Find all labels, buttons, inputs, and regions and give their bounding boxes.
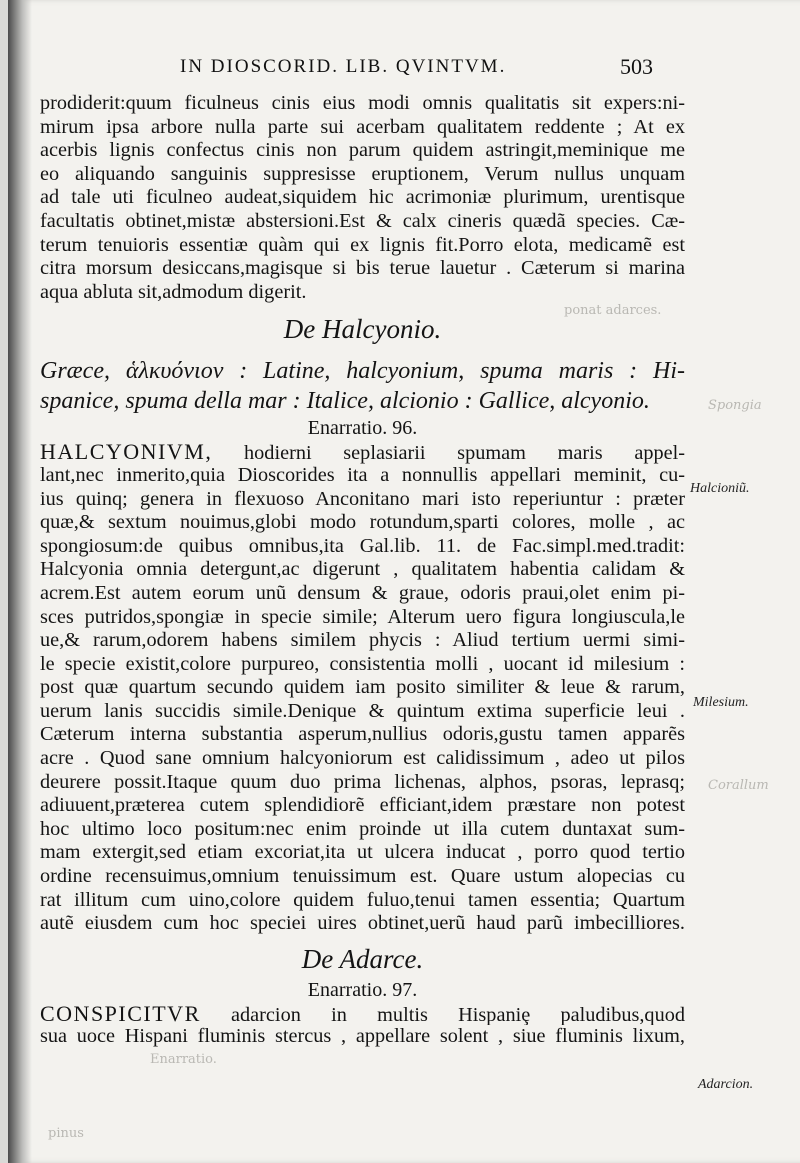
text-line: aqua abluta sit,admodum digerit. — [40, 280, 307, 303]
adarce-paragraph — [40, 1002, 685, 1049]
margin-note-halcyonium: Halcioniũ. — [690, 481, 750, 496]
text-line — [40, 1002, 685, 1026]
text-line: acrem.Est autem eorum unũ densum & graue, odoris praui,olet enim pi- — [40, 581, 685, 604]
names-line: Græce, ἁλκυόνιον : Latine, halcyonium, spuma maris : Hi- — [40, 358, 685, 385]
bleed-through-text: Enarratio. — [150, 1052, 217, 1067]
text-line: acerbis lignis confectus cinis non parum quidem astringit,meminique me — [40, 139, 685, 162]
text-line: quæ,& sextum nouimus,globi modo rotundum,sparti colores, molle , ac — [40, 511, 685, 534]
running-header — [0, 50, 800, 80]
margin-note-milesium: Milesium. — [693, 695, 749, 710]
text-line: deurere possit.Itaque quum duo prima lichenas, alphos, psoras, leprasq; — [40, 770, 685, 793]
bleed-through-text: Spongia — [708, 398, 762, 413]
text-line: ordine recensuimus,omnium tenuissimum est. Quare ustum alopecias cu — [40, 865, 685, 888]
text-line: rat illitum cum uino,colore quidem fuluo,tenui tamen essentia; Quartum — [40, 888, 685, 911]
text-line: autẽ eiusdem cum hoc speciei uires obtinet,uerũ haud parũ imbecilliores. — [40, 912, 685, 935]
bleed-through-text: pinus — [48, 1126, 84, 1141]
section-heading-adarce: De Adarce. — [301, 943, 424, 974]
text-line: acre . Quod sane omnium halcyoniorum est calidissimum , adeo ut pilos — [40, 747, 685, 770]
text-line: le specie existit,colore purpureo, consistentia molli , uocant id milesium : — [40, 652, 685, 675]
text-line: sua uoce Hispani fluminis stercus , appellare solent , siue fluminis lixum, — [40, 1025, 685, 1048]
text-line: mirum ipsa arbore nulla parte sui acerbam qualitatem reddente ; At ex — [40, 115, 685, 138]
page-gutter-shadow — [8, 0, 32, 1163]
text-line — [40, 440, 685, 464]
text-line: lant,nec inmerito,quia Dioscorides ita a nonnullis appellari meminit, cu- — [40, 463, 685, 486]
enarratio-label: Enarratio. 96. — [307, 417, 418, 440]
text-line: facultatis obtinet,mistæ abstersioni.Est & calx cineris quædã species. Cæ- — [40, 209, 685, 232]
lead-line-text: adarcion in multis Hispaniȩ paludibus,quod — [231, 1003, 685, 1026]
margin-note-adarcion: Adarcion. — [698, 1077, 754, 1092]
text-line: eo aliquando sanguinis suppresisse eruptionem, Verum nullus unquam — [40, 162, 685, 185]
text-line: hoc ultimo loco positum:nec enim proinde ut illa cutem duntaxat sum- — [40, 817, 685, 840]
halcyonium-paragraph — [40, 440, 685, 935]
section-heading-halcyonio: De Halcyonio. — [283, 314, 442, 345]
text-line: citra morsum desiccans,magisque si bis terue lauetur . Cæterum si marina — [40, 257, 685, 280]
text-line: ius quinq; genera in flexuoso Anconitano mari isto reperiuntur : præter — [40, 487, 685, 510]
paragraph-continuation — [40, 92, 685, 304]
text-line: Cæterum interna substantia asperum,nullius odoris,gustu tamen apparẽs — [40, 723, 685, 746]
text-line: terum tenuioris essentiæ quàm qui ex lignis fit.Porro elota, medicamẽ est — [40, 233, 685, 256]
main-text-block — [40, 92, 685, 1049]
page-number: 503 — [620, 54, 653, 79]
text-line: sces putridos,spongiæ in specie simile; Alterum uero figura longiuscula,le — [40, 605, 685, 628]
lead-word: CONSPICITVR — [40, 1001, 201, 1026]
text-line: adiuuent,præterea cutem splendidiorẽ efficiant,idem præstare non potest — [40, 794, 685, 817]
names-line: spanice, spuma della mar : Italice, alcionio : Gallice, alcyonio. — [40, 388, 650, 415]
text-line: ad tale uti ficulneo audeat,siquidem hic acrimoniæ plurimum, urentisque — [40, 186, 685, 209]
bleed-through-text: Corallum — [708, 778, 769, 793]
text-line: uerum lanis succidis simile.Denique & quintum extima superficie leui . — [40, 699, 685, 722]
text-line: prodiderit:quum ficulneus cinis eius modi omnis qualitatis sit expers:ni- — [40, 92, 685, 114]
lead-line-text: hodierni seplasiarii spumam maris appel- — [244, 442, 685, 464]
enarratio-label: Enarratio. 97. — [307, 978, 418, 1001]
text-line: Halcyonia omnia detergunt,ac digerunt , qualitatem habentia calidam & — [40, 558, 685, 581]
bleed-through-text: ponat adarces. — [564, 303, 662, 318]
running-title: IN DIOSCORID. LIB. QVINTVM. — [180, 56, 507, 77]
text-line: post quæ quartum secundo quidem iam posito similiter & leue & rarum, — [40, 676, 685, 699]
text-line: spongiosum:de quibus omnibus,ita Gal.lib. 11. de Fac.simpl.med.tradit: — [40, 534, 685, 557]
lead-word: HALCYONIVM, — [40, 440, 213, 464]
text-line: ue,& rarum,odorem habens similem phycis : Aliud tertium uermi simi- — [40, 629, 685, 652]
text-line: mam extergit,sed etiam excoriat,ita ut ulcera inducat , porro quod tertio — [40, 841, 685, 864]
